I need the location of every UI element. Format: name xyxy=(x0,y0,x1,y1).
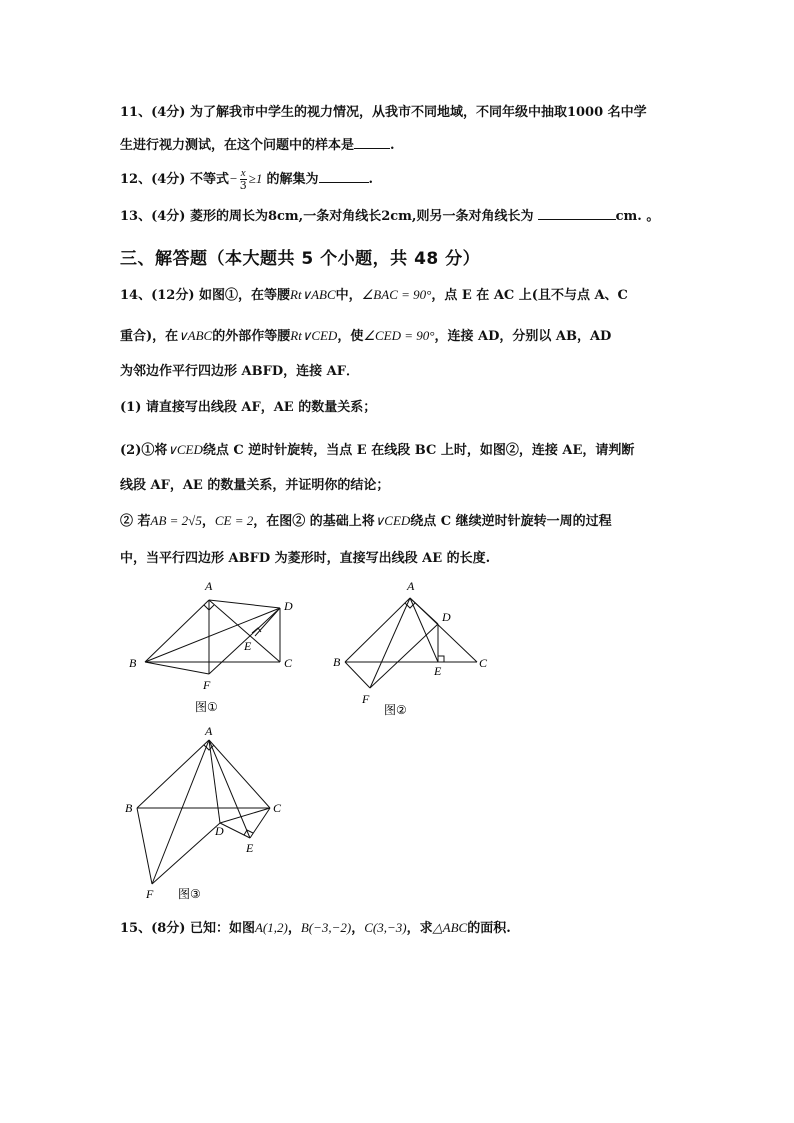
fig1-label-A: A xyxy=(205,579,213,593)
q14-sub1: (1) 请直接写出线段 AF，AE 的数量关系； xyxy=(120,400,377,415)
q14-sub3-line2: 中，当平行四边形 ABFD 为菱形时，直接写出线段 AE 的长度. xyxy=(120,551,491,566)
fig3-segment-CE xyxy=(250,808,270,838)
section-three-title: 三、解答题（本大题共 5 个小题，共 48 分） xyxy=(120,249,481,269)
fig3-caption: 图③ xyxy=(178,887,201,901)
fraction-x-over-3: $\frac{x}{3}$ xyxy=(239,167,247,192)
q13-line: 13、(4分) 菱形的周长为8cm,一条对角线长2cm,则另一条对角线长为 cm. 。 xyxy=(120,206,659,226)
fig3-segment-AC xyxy=(209,740,270,808)
fig1-label-B: B xyxy=(129,656,137,670)
fig3-segment-BF xyxy=(137,808,152,884)
fig1-label-D: D xyxy=(284,599,293,613)
fig3-label-C: C xyxy=(273,801,282,815)
fig2-label-A: A xyxy=(407,579,415,593)
fig2-segment-AE xyxy=(410,598,438,662)
fig3-segment-CD xyxy=(220,808,270,823)
fig1-caption: 图① xyxy=(195,700,218,714)
fig3-label-F: F xyxy=(146,887,154,901)
figure-3 xyxy=(120,722,310,907)
fig2-segment-FD xyxy=(370,624,438,688)
fig2-segment-AD xyxy=(410,598,438,624)
fig2-label-B: B xyxy=(333,655,341,669)
fig1-label-C: C xyxy=(284,656,293,670)
fig2-right-angle-mark-E xyxy=(438,656,444,662)
q12-line: 12、(4分) 不等式− $\frac{x}{3}$ ≥1 的解集为 . xyxy=(120,167,374,192)
q14-sub2-line2: 线段 AF，AE 的数量关系，并证明你的结论； xyxy=(120,478,390,493)
fig3-segment-FD xyxy=(152,823,220,884)
fig1-segment-AD xyxy=(209,600,280,608)
fig2-label-C: C xyxy=(479,656,488,670)
fig3-segment-AB xyxy=(137,740,209,808)
q14-line1: 14、(12分) 如图①，在等腰Rt∨ABC中，∠BAC = 90°，点 E 在 AC 上(且不与点 A、C xyxy=(120,287,628,303)
q15-line: 15、(8分) 已知：如图A(1,2)，B(−3,−2)，C(3,−3)，求△ABC的面积. xyxy=(120,920,511,936)
fig2-label-D: D xyxy=(442,610,451,624)
fig1-segment-BF xyxy=(145,662,209,674)
fig1-label-E: E xyxy=(244,639,252,653)
fig2-caption: 图② xyxy=(384,703,407,717)
figure-2 xyxy=(330,570,500,720)
fig2-segment-AF xyxy=(370,598,410,688)
fig2-segment-AB xyxy=(345,598,410,662)
q11-line1: 11、(4分) 为了解我市中学生的视力情况，从我市不同地域，不同年级中抽取1000 名中学 xyxy=(120,105,647,120)
fig3-label-A: A xyxy=(205,724,213,738)
fig1-label-F: F xyxy=(203,678,211,692)
fig1-segment-BD xyxy=(145,608,280,662)
fig2-label-F: F xyxy=(362,692,370,706)
figure-1 xyxy=(120,570,320,720)
fig2-segment-BF xyxy=(345,662,370,688)
q14-line3: 为邻边作平行四边形 ABFD，连接 AF． xyxy=(120,364,359,379)
fig3-label-D: D xyxy=(215,824,224,838)
q14-sub2-line1: (2)①将∨CED绕点 C 逆时针旋转，当点 E 在线段 BC 上时，如图②，连接 AE，请判断 xyxy=(120,442,635,458)
fig3-label-B: B xyxy=(125,801,133,815)
fig1-segment-AB xyxy=(145,600,209,662)
fig1-segment-DE xyxy=(255,608,280,636)
fig3-segment-DE xyxy=(220,823,250,838)
answer-blank xyxy=(354,135,390,149)
q14-sub3-line1: ② 若AB = 2√5，CE = 2，在图② 的基础上将∨CED绕点 C 继续逆时针旋转一周的过程 xyxy=(120,513,612,529)
answer-blank xyxy=(319,169,369,183)
fig3-segment-AF xyxy=(152,740,209,884)
fig3-label-E: E xyxy=(246,841,254,855)
fig2-label-E: E xyxy=(434,664,442,678)
q14-line2: 重合)，在∨ABC的外部作等腰Rt∨CED，使∠CED = 90°，连接 AD，分别以 AB，AD xyxy=(120,328,612,344)
q11-line2: 生进行视力测试，在这个问题中的样本是 . xyxy=(120,135,395,155)
answer-blank xyxy=(538,206,616,220)
